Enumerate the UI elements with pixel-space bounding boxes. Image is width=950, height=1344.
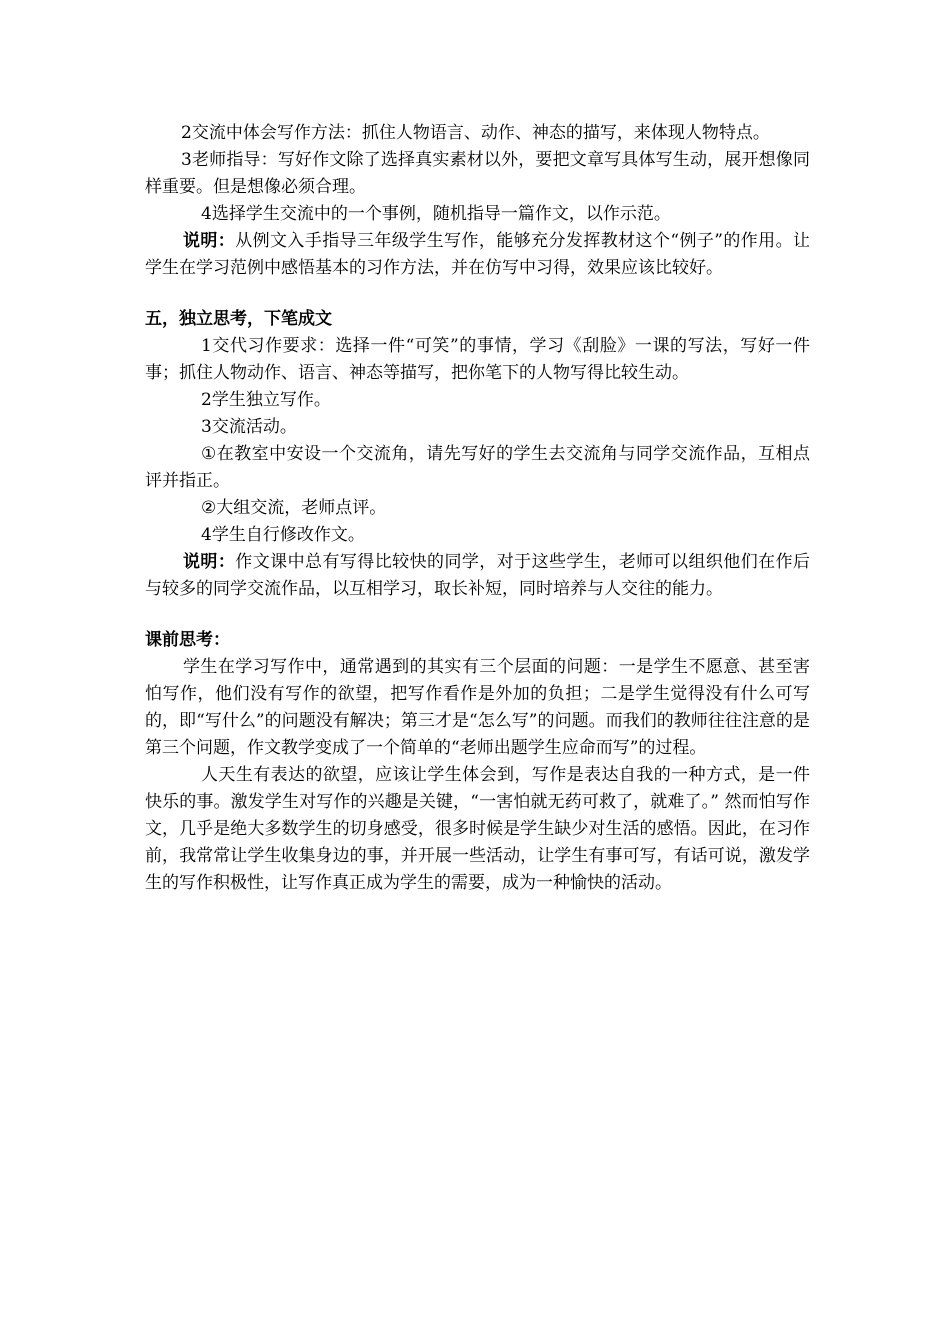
- note-paragraph: [145, 549, 810, 603]
- reflection-paragraph: 学生在学习写作中，通常遇到的其实有三个层面的问题：一是学生不愿意、甚至害怕写作，他们没有写作的欲望，把写作看作是外加的负担；二是学生觉得没有什么可写的，即“写什么”的问题没有解决；第三才是“怎么写”的问题。而我们的教师往往注意的是第三个问题，作文教学变成了一个简单的“老师出题学生应命而写”的过程。: [145, 657, 810, 758]
- note-paragraph: [145, 228, 810, 282]
- item-number: 4: [201, 204, 212, 224]
- spacer: [145, 282, 810, 306]
- list-item: [145, 522, 810, 549]
- note-text: 从例文入手指导三年级学生写作，能够充分发挥教材这个“例子”的作用。让学生在学习范例中感悟基本的习作方法，并在仿写中习得，效果应该比较好。: [145, 231, 810, 278]
- note-text: 作文课中总有写得比较快的同学，对于这些学生，老师可以组织他们在作后与较多的同学交流作品，以互相学习，取长补短，同时培养与人交往的能力。: [145, 552, 811, 599]
- sub-list-item: [145, 441, 810, 495]
- item-number: 3: [201, 417, 212, 437]
- circled-number: ②: [201, 498, 217, 518]
- list-item: [145, 387, 810, 414]
- note-label: 说明：: [183, 231, 236, 251]
- item-text: 交代习作要求：选择一件“可笑”的事情，学习《刮脸》一课的写法，写好一件事；抓住人物动作、语言、神态等描写，把你笔下的人物写得比较生动。: [145, 336, 810, 383]
- item-text: 大组交流，老师点评。: [216, 498, 387, 518]
- list-item: [145, 414, 810, 441]
- note-label: 说明：: [183, 552, 236, 572]
- item-number: 2: [201, 390, 212, 410]
- list-item: [145, 120, 810, 147]
- list-item: [145, 333, 810, 387]
- list-item: [145, 201, 810, 228]
- item-text: 交流活动。: [211, 417, 297, 437]
- document-page: [145, 120, 810, 897]
- item-text: 老师指导：写好作文除了选择真实素材以外，要把文章写具体写生动，展开想像同样重要。但是想像必须合理。: [145, 150, 810, 197]
- spacer: [145, 603, 810, 627]
- item-text: 在教室中安设一个交流角，请先写好的学生去交流角与同学交流作品，互相点评并指正。: [145, 444, 810, 491]
- sub-list-item: [145, 495, 810, 522]
- item-text: 选择学生交流中的一个事例，随机指导一篇作文，以作示范。: [211, 204, 671, 224]
- list-item: [145, 147, 810, 201]
- item-number: 4: [201, 525, 212, 545]
- item-text: 交流中体会写作方法：抓住人物语言、动作、神态的描写，来体现人物特点。: [191, 123, 770, 143]
- item-number: 2: [181, 123, 192, 143]
- item-number: 1: [201, 336, 212, 356]
- item-text: 学生自行修改作文。: [211, 525, 365, 545]
- circled-number: ①: [201, 444, 217, 464]
- item-number: 3: [181, 150, 192, 170]
- reflection-heading: 课前思考：: [145, 630, 230, 650]
- reflection-paragraph: 人天生有表达的欲望，应该让学生体会到，写作是表达自我的一种方式，是一件快乐的事。激发学生对写作的兴趣是关键，“一害怕就无药可救了，就难了。” 然而怕写作文，几乎是绝大多数学生的切身感受，很多时候是学生缺少对生活的感悟。因此，在习作前，我常常让学生收集身边的事，并开展一些活动，让学生有事可写，有话可说，激发学生的写作积极性，让写作真正成为学生的需要，成为一种愉快的活动。: [145, 765, 810, 893]
- item-text: 学生独立写作。: [211, 390, 331, 410]
- section-heading: 五，独立思考，下笔成文: [145, 309, 332, 329]
